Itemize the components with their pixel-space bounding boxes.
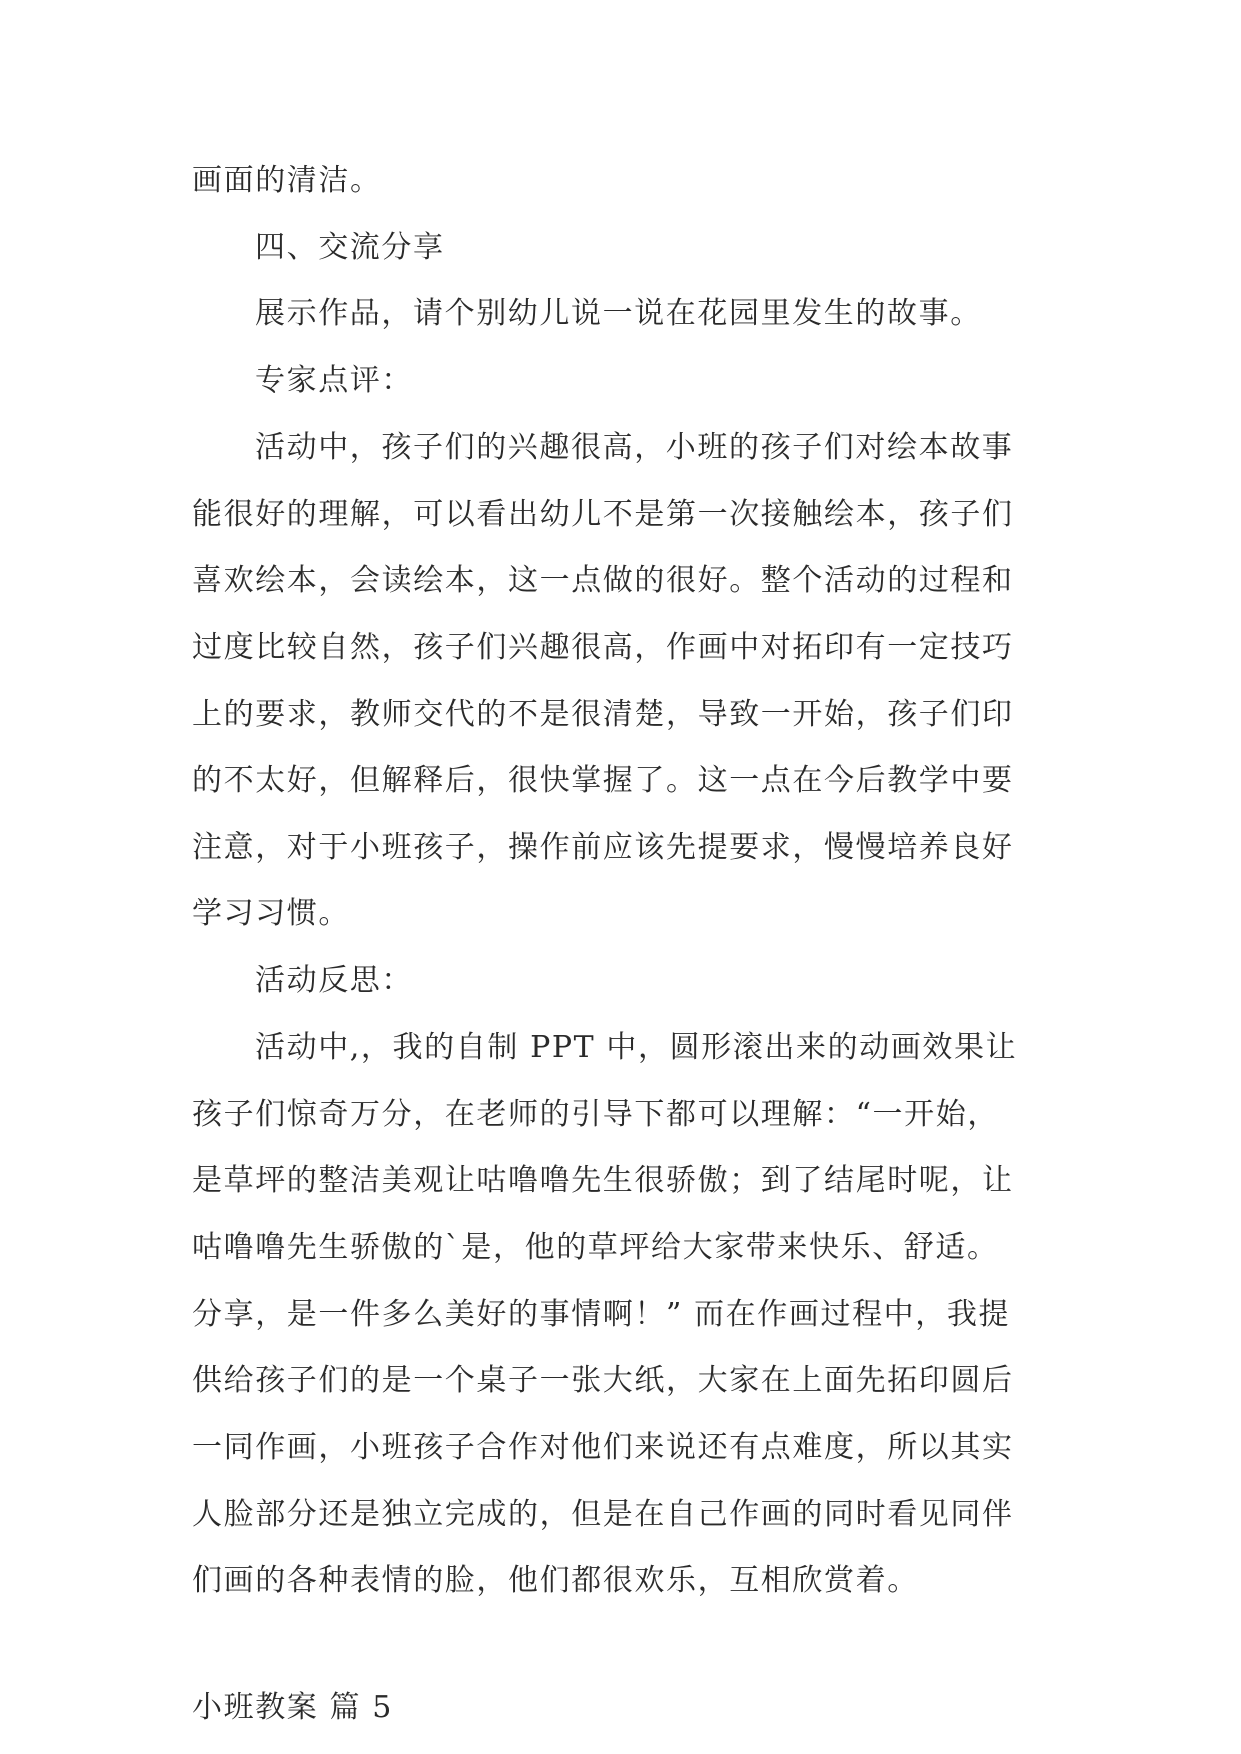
paragraph-line: 一同作画，小班孩子合作对他们来说还有点难度，所以其实: [192, 1430, 1014, 1465]
paragraph-line: 咕噜噜先生骄傲的`是，他的草坪给大家带来快乐、舒适。: [192, 1230, 999, 1265]
paragraph-line: 们画的各种表情的脸，他们都很欢乐，互相欣赏着。: [192, 1563, 919, 1598]
paragraph-line: 学习习惯。: [192, 896, 350, 931]
paragraph-line: 是草坪的整洁美观让咕噜噜先生很骄傲；到了结尾时呢，让: [192, 1163, 1014, 1198]
paragraph-line: 活动中，孩子们的兴趣很高，小班的孩子们对绘本故事: [255, 430, 1014, 465]
paragraph-line: 活动中,，我的自制 PPT 中，圆形滚出来的动画效果让: [255, 1030, 1018, 1065]
text-line: 画面的清洁。: [192, 163, 382, 198]
text-line: 展示作品，请个别幼儿说一说在花园里发生的故事。: [255, 296, 982, 331]
paragraph-line: 供给孩子们的是一个桌子一张大纸，大家在上面先拓印圆后: [192, 1363, 1014, 1398]
paragraph-line: 过度比较自然，孩子们兴趣很高，作画中对拓印有一定技巧: [192, 630, 1014, 665]
paragraph-line: 喜欢绘本，会读绘本，这一点做的很好。整个活动的过程和: [192, 563, 1014, 598]
paragraph-line: 分享，是一件多么美好的事情啊！” 而在作画过程中，我提: [192, 1297, 1011, 1332]
section-title: 小班教案 篇 5: [192, 1690, 393, 1725]
paragraph-line: 注意，对于小班孩子，操作前应该先提要求，慢慢培养良好: [192, 830, 1014, 865]
paragraph-line: 人脸部分还是独立完成的，但是在自己作画的同时看见同伴: [192, 1497, 1014, 1532]
paragraph-line: 上的要求，教师交代的不是很清楚，导致一开始，孩子们印: [192, 697, 1014, 732]
subheading-reflection: 活动反思：: [255, 963, 413, 998]
paragraph-line: 的不太好，但解释后，很快掌握了。这一点在今后教学中要: [192, 763, 1014, 798]
paragraph-line: 能很好的理解，可以看出幼儿不是第一次接触绘本，孩子们: [192, 497, 1014, 532]
subheading-expert-review: 专家点评：: [255, 363, 413, 398]
paragraph-line: 孩子们惊奇万分，在老师的引导下都可以理解：“一开始，: [192, 1097, 999, 1132]
section-heading: 四、交流分享: [255, 230, 445, 265]
